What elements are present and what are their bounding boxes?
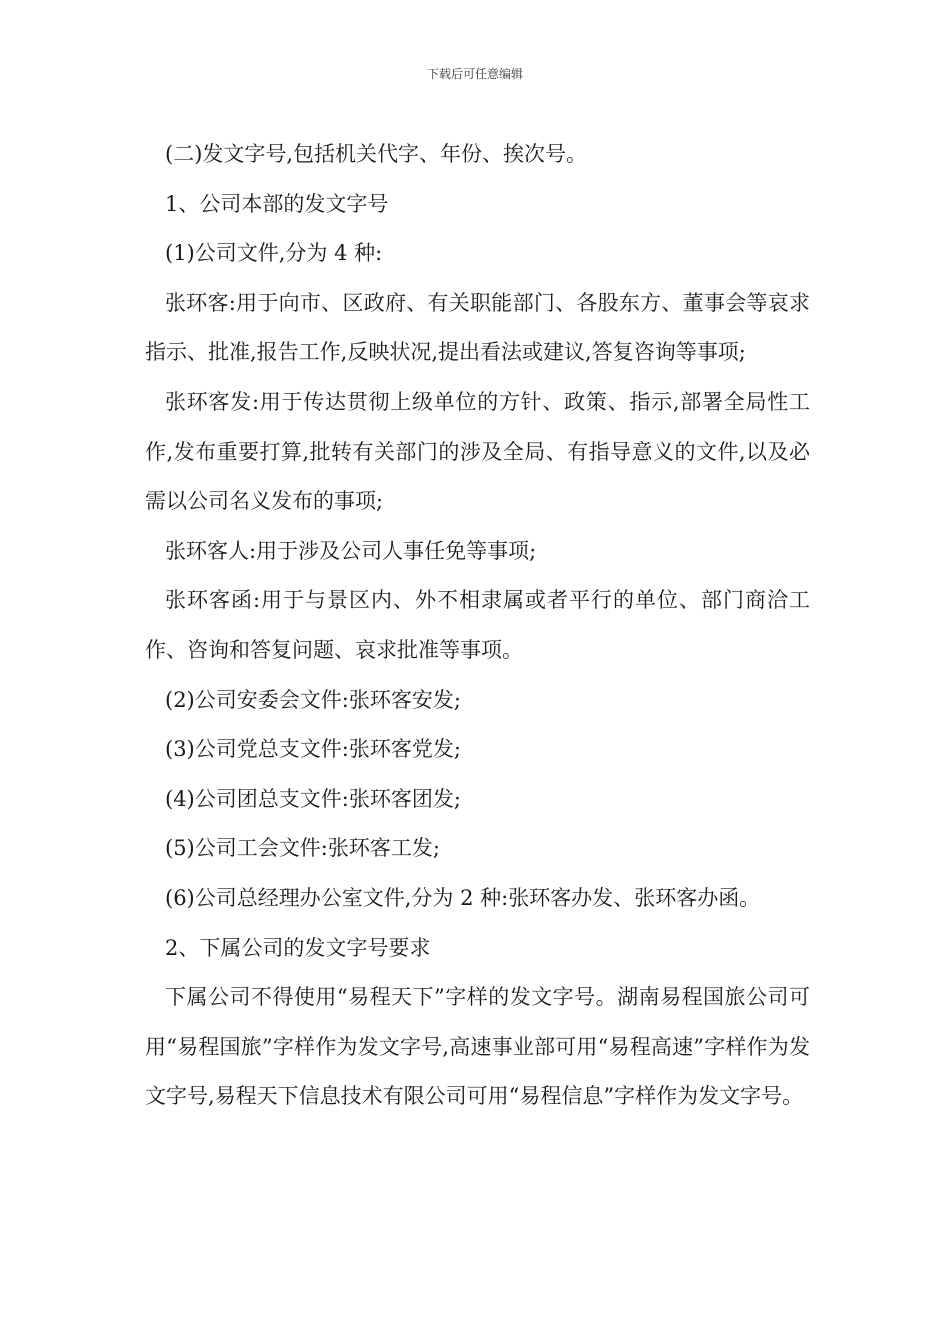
paragraph: (4)公司团总支文件:张环客团发; <box>165 786 461 811</box>
page-header: 下载后可任意编辑 <box>426 67 523 81</box>
paragraph: 张环客:用于向市、区政府、有关职能部门、各股东方、董事会等哀求指示、批准,报告工作,反映状况,提出看法或建议,答复咨询等事项; <box>145 290 810 365</box>
paragraph: 1、公司本部的发文字号 <box>165 191 389 216</box>
paragraph: 2、下属公司的发文字号要求 <box>165 935 431 960</box>
paragraph: 下属公司不得使用“易程天下”字样的发文字号。湖南易程国旅公司可用“易程国旅”字样作为发文字号,高速事业部可用“易程高速”字样作为发文字号,易程天下信息技术有限公司可用“易程信息”字样作为发文字号。 <box>145 985 810 1109</box>
paragraph: (2)公司安委会文件:张环客安发; <box>165 687 461 712</box>
paragraph: 张环客人:用于涉及公司人事任免等事项; <box>165 538 537 563</box>
paragraph: (二)发文字号,包括机关代字、年份、挨次号。 <box>165 142 588 166</box>
paragraph: (5)公司工会文件:张环客工发; <box>165 836 440 861</box>
paragraph: 张环客函:用于与景区内、外不相隶属或者平行的单位、部门商洽工作、咨询和答复问题、哀求批准等事项。 <box>145 588 810 662</box>
paragraph: (3)公司党总支文件:张环客党发; <box>165 737 461 762</box>
document-body <box>145 130 810 1122</box>
paragraph: (6)公司总经理办公室文件,分为 2 种:张环客办发、张环客办函。 <box>165 885 761 910</box>
paragraph: 张环客发:用于传达贯彻上级单位的方针、政策、指示,部署全局性工作,发布重要打算,批转有关部门的涉及全局、有指导意义的文件,以及必需以公司名义发布的事项; <box>145 389 810 514</box>
paragraph: (1)公司文件,分为 4 种: <box>165 241 383 266</box>
